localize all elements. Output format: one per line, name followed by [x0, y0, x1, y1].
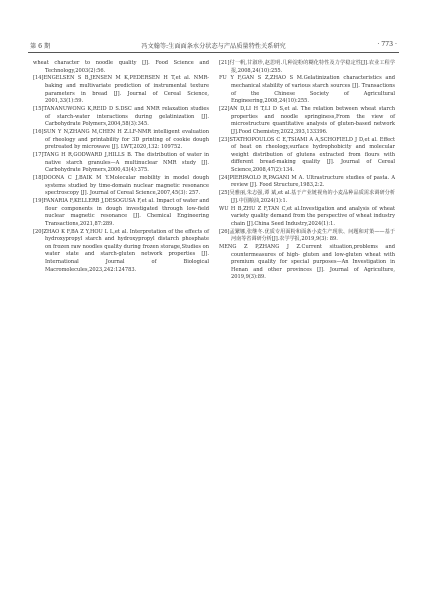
reference-entry: [16]SUN Y N,ZHANG M,CHEN H Z.LF-NMR intelligent evaluation of rheology and printability for 3D printing of cookie dough pretreated by microwave [J]. LWT,2020,132: 109752.	[33, 129, 209, 151]
reference-entry: [18]DOONA C J,BAIK M Y.Molecular mobility in model dough systems studied by time-domain nuclear magnetic resonance spectroscopy [J]. Journal of Cereal Science,2007,45(3): 257.	[33, 175, 209, 197]
reference-entry: MENG Z P,ZHANG J Z.Current situation,problems and countermeasures of high- gluten and low-gluten wheat with premium quality for special purposes—An Investigation in Henan and other provinces [J]. Journal of Agriculture, 2019,9(3):89.	[219, 244, 395, 281]
reference-entry: [20]ZHAO K F,BA Z Y,HOU L L,et al. Interpretation of the effects of hydroxypropyl starch and hydroxypropyl distarch phosphate on frozen raw noodles quality during frozen storage,Studies on water state and starch-gluten network properties [J]. International Journal of Biological Macromolecules,2023,242:124783.	[33, 228, 209, 273]
reference-entry: wheat character to noodle quality [J]. Food Science and Technology,2003(2):56.	[33, 60, 209, 74]
issue-number: 第 6 期	[30, 43, 51, 50]
page-number: · 773 ·	[377, 41, 397, 48]
left-reference-column	[33, 60, 209, 274]
reference-entry: FU Y F,GAN S Z,ZHAO S M.Gelatinization characteristics and mechanical stability of various starch sources [J]. Transactions of the Chinese Society of Agricultural Engineering,2008,24(10):255.	[219, 75, 395, 105]
reference-entry: [14]ENGELSEN S B,JENSEN M K,PEDERSEN H T,et al. NMR-baking and multivariate prediction of instrumental texture parameters in bread [J]. Journal of Cereal Science, 2001,33(1):59.	[33, 75, 209, 105]
reference-entry: [15]TANANUWONG K,REID D S.DSC and NMR relaxation studies of starch-water interactions during gelatinization [J]. Carbohydrate Polymers,2004,58(3):345.	[33, 106, 209, 128]
reference-entry: [21]付一帆,甘淑珍,赵思明.几种淀粉的糊化特性及力学稳定性[J].农业工程学报,2008,24(10):255.	[219, 60, 395, 74]
reference-entry: [24]PIERPAOLO R,PAGANI M A. Ultrastructure studies of pasta. A review [J]. Food Structure,1983,2:2.	[219, 174, 395, 189]
page-header	[28, 40, 399, 53]
reference-entry: [17]TANG H R,GODWARD J,HILLS B. The distribution of water in native starch granules—A multinuclear NMR study [J]. Carbohydrate Polymers,2000,43(4):375.	[33, 152, 209, 174]
reference-entry: [22]AN D,LI H T,LI D S,et al. The relation between wheat starch properties and noodle springiness,From the view of microstructure quantitative analysis of gluten-based network [J].Food Chemistry,2022,393,133396.	[219, 106, 395, 135]
reference-entry: [19]FANARIA F,KELLERB J,DESOGUSA F,et al. Impact of water and flour components in dough investigated through low-field nuclear magnetic resonance [J]. Chemical Engineering Transactions,2021,87:289.	[33, 198, 209, 227]
running-title: 冯文翰等:生面面条水分状态与产品质量特性关系研究	[141, 43, 286, 50]
reference-entry: [23]STATHOPOULOS C E,TSIAMI A A,SCHOFIELD J D,et al. Effect of heat on rheology,surface hydrophobicity and molecular weight distribution of glutens extracted from flours with different bread-making quality [J]. Journal of Cereal Science,2008,47(2):134.	[219, 136, 395, 173]
reference-entry: [25]吴雅丽,朱志强,谭 斌,et al.基于产业链视角的小麦品种品质需求调研分析[J].中国粮油,2024(1):1.	[219, 190, 395, 204]
reference-entry: [26]孟繁娜,张继冬.优质专用面粉和面条小麦生产现状、问题和对策——基于河南等省调研分析[J].农学学报,2019,9(3): 89.	[219, 228, 395, 243]
right-reference-column	[219, 60, 395, 282]
reference-entry: WU H B,ZHU Z F,TAN C,et al.Investigation and analysis of wheat variety quality demand from the perspective of wheat industry chain [J].China Seed Industry,2024(1):1.	[219, 205, 395, 227]
